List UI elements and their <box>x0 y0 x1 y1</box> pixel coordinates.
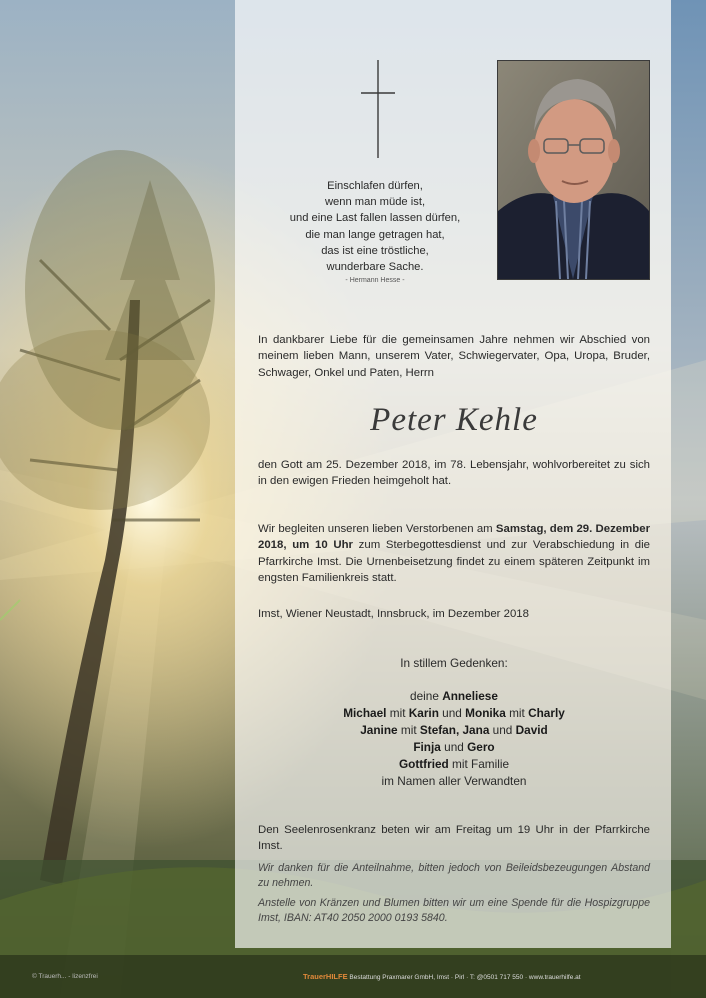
poem-line: wunderbare Sache. <box>326 261 424 274</box>
photo-credit: © Trauerh... - lizenzfrei <box>32 973 98 980</box>
family-name: Michael <box>343 706 387 720</box>
family-name: Janine <box>360 723 398 737</box>
family-line <box>258 688 650 705</box>
portrait-photo <box>497 60 650 280</box>
cross-icon <box>361 60 395 160</box>
family-name: Karin <box>408 706 439 720</box>
footer-info: Bestattung Praxmarer GmbH, Imst · Pirl · T: @0501 717 550 · www.trauerhilfe.at <box>349 974 581 981</box>
family-list <box>258 688 650 790</box>
family-name: Monika <box>465 706 506 720</box>
intro-text: In dankbarer Liebe für die gemeinsamen Jahre nehmen wir Abschied von meinem lieben Mann, unserem Vater, Schwiegervater, Opa, Uropa, Bruder, Schwager, Onkel und Paten, Herrn <box>258 334 650 379</box>
family-name: Anneliese <box>442 689 498 703</box>
death-text: den Gott am 25. Dezember 2018, im 78. Lebensjahr, wohlvorbereitet zu sich in den ewigen Frieden heimgeholt hat. <box>258 459 650 488</box>
family-text: mit Familie <box>448 757 510 771</box>
family-line: im Namen aller Verwandten <box>381 774 527 788</box>
family-name: Stefan, Jana <box>419 723 490 737</box>
poem-line: wenn man müde ist, <box>324 196 426 209</box>
family-text: und <box>438 706 466 720</box>
family-line <box>258 722 650 739</box>
family-name: Finja <box>413 740 441 754</box>
funeral-text-part: zum Sterbegottesdienst und zur Verabschiedung in die Pfarrkirche Imst. Die Urnenbeisetzung findet zu einem späteren Zeitpunkt im engsten Familienkreis statt. <box>258 539 650 585</box>
funeral-text-part: Wir begleiten unseren lieben Verstorbenen am <box>258 523 496 535</box>
family-text: deine <box>410 689 443 703</box>
family-name: Gero <box>467 740 495 754</box>
funeral-date: Samstag, dem 29. Dezember 2018, um 10 Uhr <box>258 523 650 552</box>
family-text: mit <box>397 723 420 737</box>
trauerhilfe-logo: TrauerHILFE <box>303 972 348 981</box>
place-date: Imst, Wiener Neustadt, Innsbruck, im Dezember 2018 <box>258 608 529 620</box>
poem-line: und eine Last fallen lassen dürfen, <box>289 212 461 225</box>
footer <box>303 972 581 981</box>
family-text: und <box>489 723 516 737</box>
family-text: mit <box>505 706 529 720</box>
deceased-name: Peter Kehle <box>370 402 538 438</box>
family-line <box>258 756 650 773</box>
donation-text: Anstelle von Kränzen und Blumen bitten wir um eine Spende für die Hospizgruppe Imst, IBAN: AT40 2050 2000 0193 5840. <box>258 897 650 925</box>
family-line <box>258 739 650 756</box>
memory-title: In stillem Gedenken: <box>400 656 508 670</box>
family-name: Gottfried <box>398 757 449 771</box>
funeral-text <box>258 521 650 587</box>
family-text: mit <box>386 706 409 720</box>
family-text: und <box>440 740 468 754</box>
family-name: Charly <box>528 706 565 720</box>
family-line <box>258 705 650 722</box>
poem-line: das ist eine tröstliche, <box>321 244 429 257</box>
rosary-text: Den Seelenrosenkranz beten wir am Freitag um 19 Uhr in der Pfarrkirche Imst. <box>258 824 650 853</box>
poem <box>275 178 475 286</box>
poem-line: Einschlafen dürfen, <box>327 180 423 192</box>
family-name: David <box>515 723 548 737</box>
thanks-text: Wir danken für die Anteilnahme, bitten jedoch von Beileidsbezeugungen Abstand zu nehmen. <box>258 862 650 890</box>
poem-line: die man lange getragen hat, <box>305 228 445 241</box>
poem-author: - Hermann Hesse - <box>345 277 405 285</box>
